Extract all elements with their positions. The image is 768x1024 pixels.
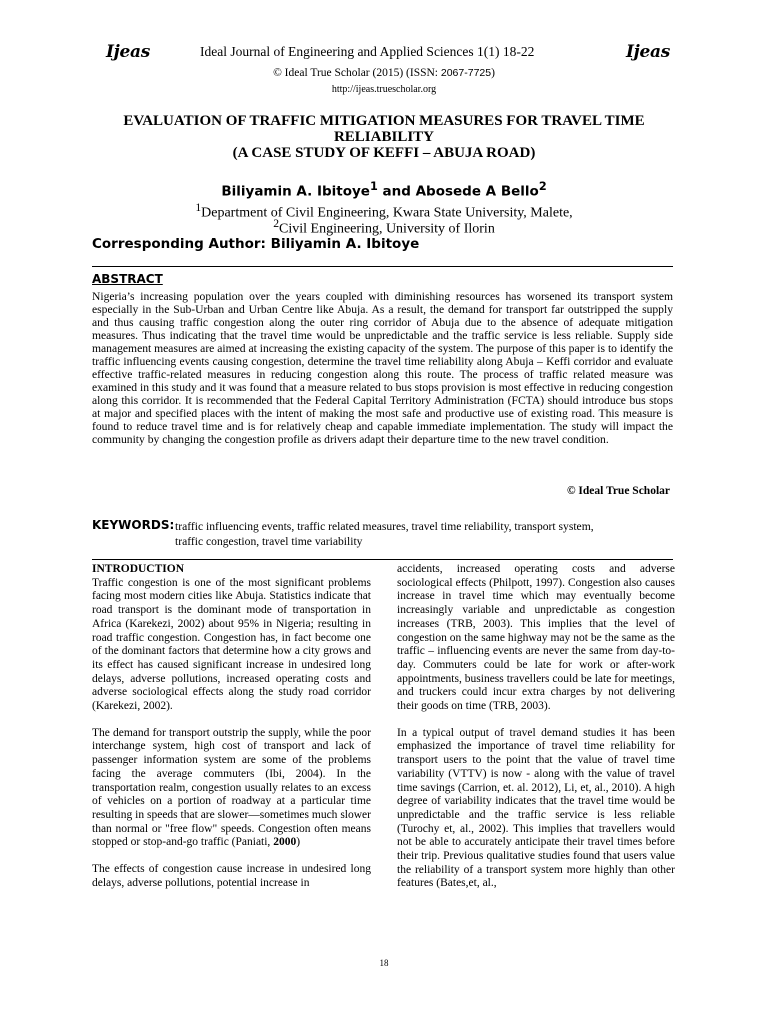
keywords-heading: KEYWORDS: — [92, 518, 175, 532]
right-column — [397, 563, 675, 904]
author-1: Biliyamin A. Ibitoye — [221, 183, 370, 200]
copyright-line — [0, 67, 768, 79]
paper-title — [60, 113, 708, 161]
introduction-heading: INTRODUCTION — [92, 563, 185, 575]
left-paragraph-2-year: 2000 — [273, 836, 297, 849]
abstract-copyright: © Ideal True Scholar — [566, 485, 670, 497]
keywords-line-1: traffic influencing events, traffic related measures, travel time reliability, transport system, — [175, 520, 594, 533]
copyright-suffix: ) — [491, 67, 495, 79]
issn: 2067-7725 — [440, 67, 492, 79]
left-paragraph-3: The effects of congestion cause increase in undesired long delays, adverse pollutions, potential increase in — [92, 863, 371, 889]
author-2-sup: 2 — [538, 180, 547, 193]
keywords-list — [175, 519, 673, 549]
title-line-2: RELIABILITY — [333, 129, 435, 145]
abstract-body: Nigeria’s increasing population over the years coupled with diminishing resources has worsened its transport system especially in the Sub-Urban and Urban Centre like Abuja. As a result, the demand for transport far outstripped the supply and thus causing traffic congestion along the outer ring corridor of Abuja due to the absence of adequate mitigation measures. Thus indicating that the travel time would be unpredictable and the traffic service is less reliable. Supply side management measures are aimed at increasing the existing capacity of the system. The purpose of this paper is to identify the traffic influencing events causing congestion, determine the travel time reliability along Abuja – Keffi corridor and evaluate effective traffic-related measures in reducing congestion along this route. The process of traffic related measure was examined in this study and it was found that a measure related to bus stops provision is most effective in reducing congestion along this corridor. It is recommended that the Federal Capital Territory Administration (FCTA) should introduce bus stops at major and specified places with the intent of making the most safe and productive use of existing road. This measure is found to reduce travel time and is for relatively cheap and capable immediate implementation. The study will impact the community by changing the congestion profile as drivers adapt their departure time to the new travel condition. — [92, 290, 673, 446]
author-2: and Abosede A Bello — [377, 183, 539, 200]
title-line-1: EVALUATION OF TRAFFIC MITIGATION MEASURES FOR TRAVEL TIME — [123, 113, 645, 129]
title-line-3: (A CASE STUDY OF KEFFI – ABUJA ROAD) — [232, 145, 536, 161]
copyright-prefix: © Ideal True Scholar (2015) (ISSN: — [273, 67, 441, 79]
divider-top — [92, 266, 673, 267]
left-column — [92, 563, 371, 903]
author-1-sup: 1 — [369, 180, 378, 193]
right-paragraph-1: accidents, increased operating costs and adverse sociological effects (Philpott, 1997). Congestion also causes increase in travel time which may eventually become increasingly variable and unpredictable as congestion increases (TRB, 2003). This implies that the level of congestion on the same highway may not be the same as the traffic – influencing events are never the same from day-to-day. Commuters could be late for work or after-work appointments, business travellers could be late for meetings, and truckers could incur extra charges by not delivering their goods on time (TRB, 2003). — [397, 563, 675, 713]
abstract-heading: ABSTRACT — [92, 272, 163, 286]
affiliation-2-text: Civil Engineering, University of Ilorin — [279, 221, 495, 237]
left-paragraph-1: Traffic congestion is one of the most significant problems facing most modern cities like Abuja. Statistics indicate that road transport is the dominant mode of transportation in Africa (Karekezi, 2002) about 95% in Nigeria; resulting in road traffic congestion. Congestion has, in fact become one of the dominant factors that determine how a city grows and its effect has caused significant increase in undesired long delays, adverse pollutions, increased operating costs and adverse sociological effects along the study road corridor (Karekezi, 2002). — [92, 576, 371, 713]
author-line — [0, 180, 768, 200]
affiliation-1-text: Department of Civil Engineering, Kwara State University, Malete, — [201, 205, 573, 221]
page-number: 18 — [379, 958, 389, 968]
affiliation-1-sup: 1 — [195, 201, 202, 214]
journal-header — [0, 42, 768, 64]
journal-logo-right: Ijeas — [626, 42, 671, 62]
left-paragraph-2 — [92, 727, 371, 850]
journal-name: Ideal Journal of Engineering and Applied Sciences 1(1) 18-22 — [200, 44, 535, 59]
affiliation-2-sup: 2 — [273, 217, 280, 230]
left-paragraph-2-end: ) — [296, 836, 301, 849]
right-paragraph-2: In a typical output of travel demand studies it has been emphasized the importance of travel time reliability for transport users to the point that the value of travel time variability (VTTV) is now - along with the value of travel time savings (Carrion, et. al. 2012), Li, et, al., 2010). A high degree of variability indicates that the travel time would be unpredictable and the traffic service is less reliable (Turochy et, al., 2002). This implies that travellers would not be able to accurately anticipate their travel times before their trip. Previous qualitative studies found that users value the reliability of a transport system more highly than other features (Bates,et, al., — [397, 726, 675, 890]
keywords-line-2: traffic congestion, travel time variability — [175, 535, 363, 548]
journal-url[interactable]: http://ijeas.truescholar.org — [331, 84, 437, 95]
divider-body — [92, 559, 673, 560]
left-paragraph-2-text: The demand for transport outstrip the supply, while the poor interchange system, high cost of transport and lack of passenger information system are some of the problems facing the average commuters (Ibi, 2004). In the transportation realm, congestion usually relates to an excess of vehicles on a portion of roadway at a particular time resulting in speeds that are slower—sometimes much slower than normal or "free flow" speeds. Congestion often means stopped or stop-and-go traffic (Paniati, — [92, 726, 371, 849]
journal-logo-left: Ijeas — [106, 42, 151, 62]
corresponding-author: Corresponding Author: Biliyamin A. Ibitoye — [92, 236, 420, 252]
affiliation-2 — [0, 217, 768, 238]
